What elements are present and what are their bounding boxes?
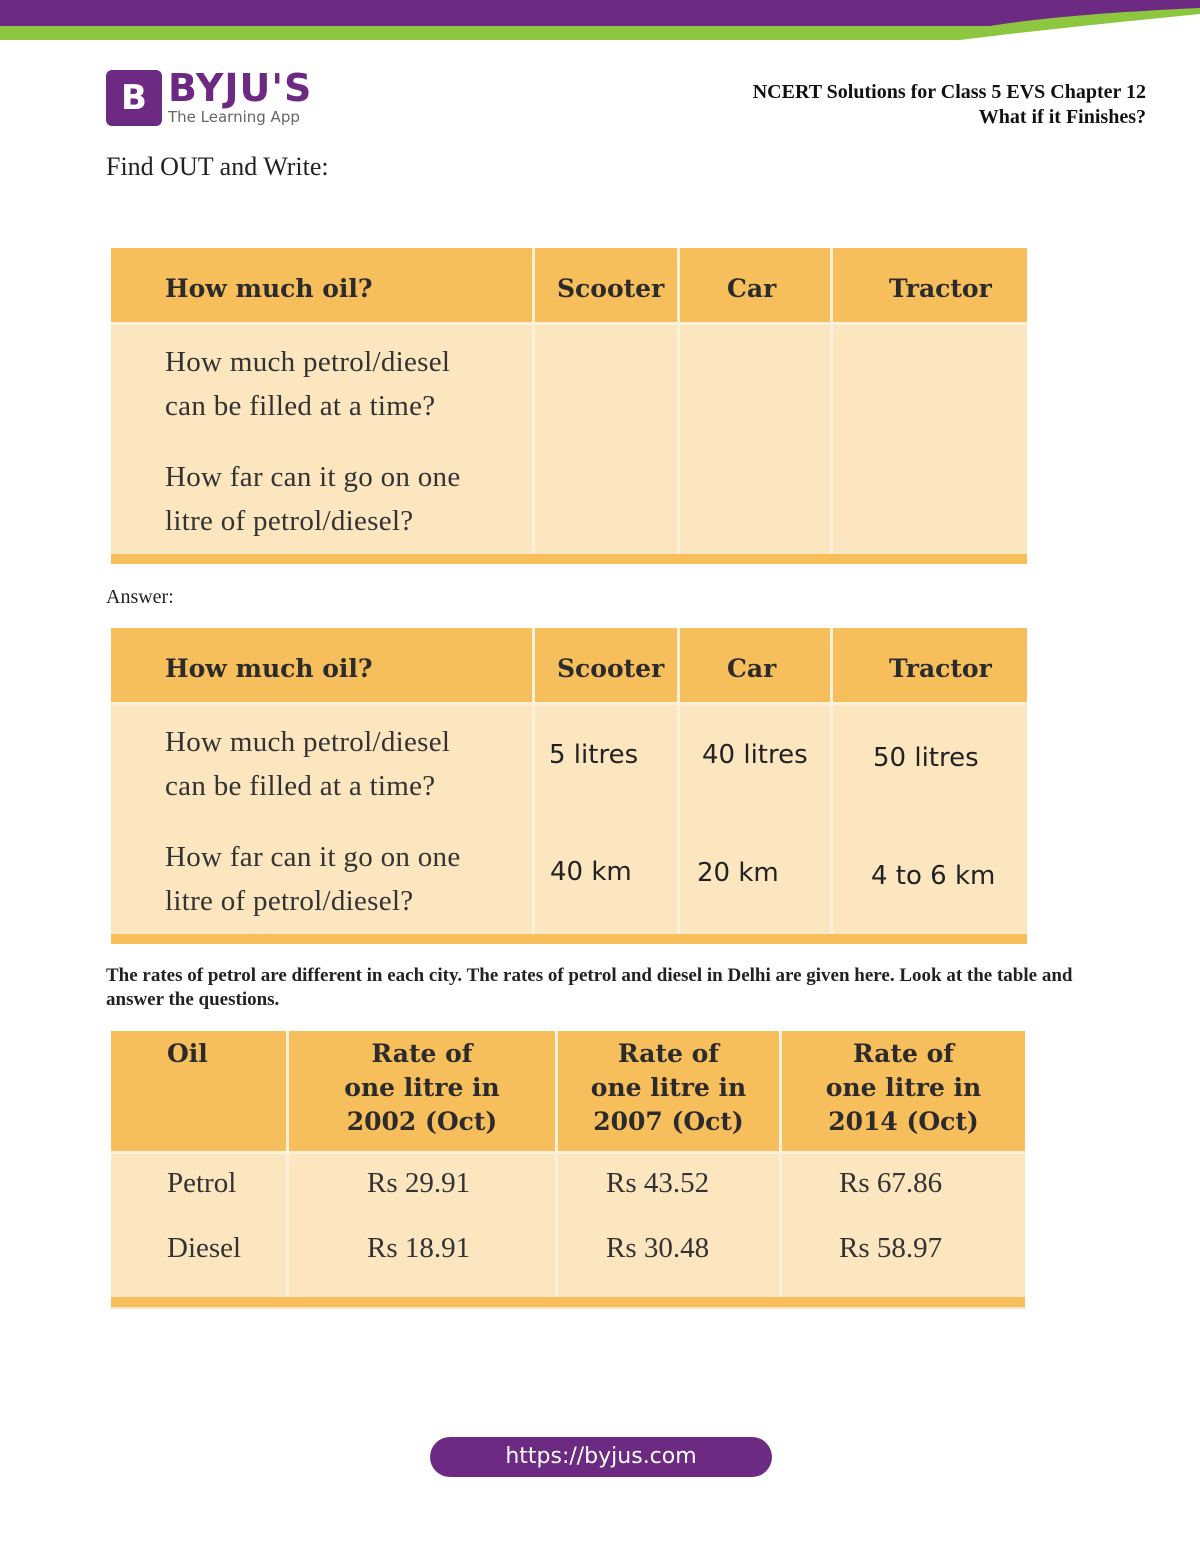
chapter-header-line2: What if it Finishes? <box>978 106 1146 128</box>
table-row-label <box>165 340 450 428</box>
table-header-cell <box>289 1037 555 1139</box>
table-row-label <box>165 835 461 923</box>
table-header-cell: Car <box>727 274 777 303</box>
column-divider <box>830 628 833 934</box>
rate-value: Rs 67.86 <box>839 1167 943 1199</box>
table-header-cell: Scooter <box>557 274 665 303</box>
chapter-header-line1: NCERT Solutions for Class 5 EVS Chapter 12 <box>752 81 1146 103</box>
header-line: one litre in <box>590 1073 747 1102</box>
table-header-cell: How much oil? <box>165 654 373 683</box>
table-header-cell: Tractor <box>889 654 992 683</box>
oil-name: Petrol <box>167 1167 237 1199</box>
header-line: 2007 (Oct) <box>593 1107 744 1136</box>
answer-value: 40 km <box>550 857 632 887</box>
fuel-rate-table <box>111 1031 1025 1309</box>
table-bottom-band <box>111 934 1027 944</box>
row-label-line: can be filled at a time? <box>165 390 436 422</box>
intro-heading: Find OUT and Write: <box>106 152 329 181</box>
answer-value: 4 to 6 km <box>871 861 996 891</box>
header-line: one litre in <box>825 1073 982 1102</box>
answer-value: 5 litres <box>549 740 639 770</box>
top-decorative-band <box>0 0 1200 44</box>
table-header-cell <box>111 1037 286 1071</box>
answer-value: 40 litres <box>702 740 808 770</box>
footer-url-link[interactable]: https://byjus.com <box>430 1437 772 1477</box>
chapter-header <box>753 80 1146 130</box>
header-separator <box>111 1151 1025 1154</box>
rates-question: The rates of petrol are different in each city. The rates of petrol and diesel in Delhi are given here. Look at the table and answer the questions. <box>106 965 1073 1010</box>
answer-label: Answer: <box>106 586 174 608</box>
logo-mark <box>106 70 162 126</box>
answer-value: 50 litres <box>873 743 979 773</box>
logo-name: BYJU'S <box>168 66 313 110</box>
table-header-cell: Car <box>727 654 777 683</box>
header-line: Oil <box>167 1039 208 1068</box>
logo-letter: B <box>121 78 147 118</box>
rate-value: Rs 30.48 <box>606 1232 710 1264</box>
rate-value: Rs 58.97 <box>839 1232 943 1264</box>
column-divider <box>830 248 833 554</box>
header-separator <box>111 702 1027 705</box>
header-line: 2002 (Oct) <box>346 1107 498 1136</box>
table-header-cell: How much oil? <box>165 274 373 303</box>
row-label-line: litre of petrol/diesel? <box>165 885 414 917</box>
header-separator <box>111 322 1027 325</box>
byjus-logo <box>106 68 316 130</box>
column-divider <box>677 248 680 554</box>
oil-table-answer <box>111 628 1027 944</box>
header-line: one litre in <box>344 1073 500 1102</box>
row-label-line: How much petrol/diesel <box>165 726 451 758</box>
logo-tagline: The Learning App <box>168 108 300 126</box>
header-line: Rate of <box>617 1039 720 1068</box>
table-header-cell <box>558 1037 779 1139</box>
row-label-line: litre of petrol/diesel? <box>165 505 414 537</box>
header-line: 2014 (Oct) <box>828 1107 979 1136</box>
table-header-cell <box>782 1037 1025 1139</box>
oil-name: Diesel <box>167 1232 242 1264</box>
rate-value: Rs 29.91 <box>367 1167 471 1199</box>
oil-table-blank <box>111 248 1027 564</box>
column-divider <box>532 248 535 554</box>
table-row-label <box>165 455 461 543</box>
table-header-cell: Tractor <box>889 274 992 303</box>
column-divider <box>532 628 535 934</box>
table-header-cell: Scooter <box>557 654 665 683</box>
row-label-line: How far can it go on one <box>165 461 461 493</box>
table-row-label <box>165 720 450 808</box>
header-line: Rate of <box>371 1039 473 1068</box>
header-line: Rate of <box>852 1039 955 1068</box>
column-divider <box>677 628 680 934</box>
answer-value: 20 km <box>697 858 779 888</box>
row-label-line: How much petrol/diesel <box>165 346 451 378</box>
rate-value: Rs 43.52 <box>606 1167 710 1199</box>
rate-value: Rs 18.91 <box>367 1232 471 1264</box>
row-label-line: can be filled at a time? <box>165 770 436 802</box>
table-bottom-band <box>111 1297 1025 1307</box>
row-label-line: How far can it go on one <box>165 841 461 873</box>
table-bottom-band <box>111 554 1027 564</box>
